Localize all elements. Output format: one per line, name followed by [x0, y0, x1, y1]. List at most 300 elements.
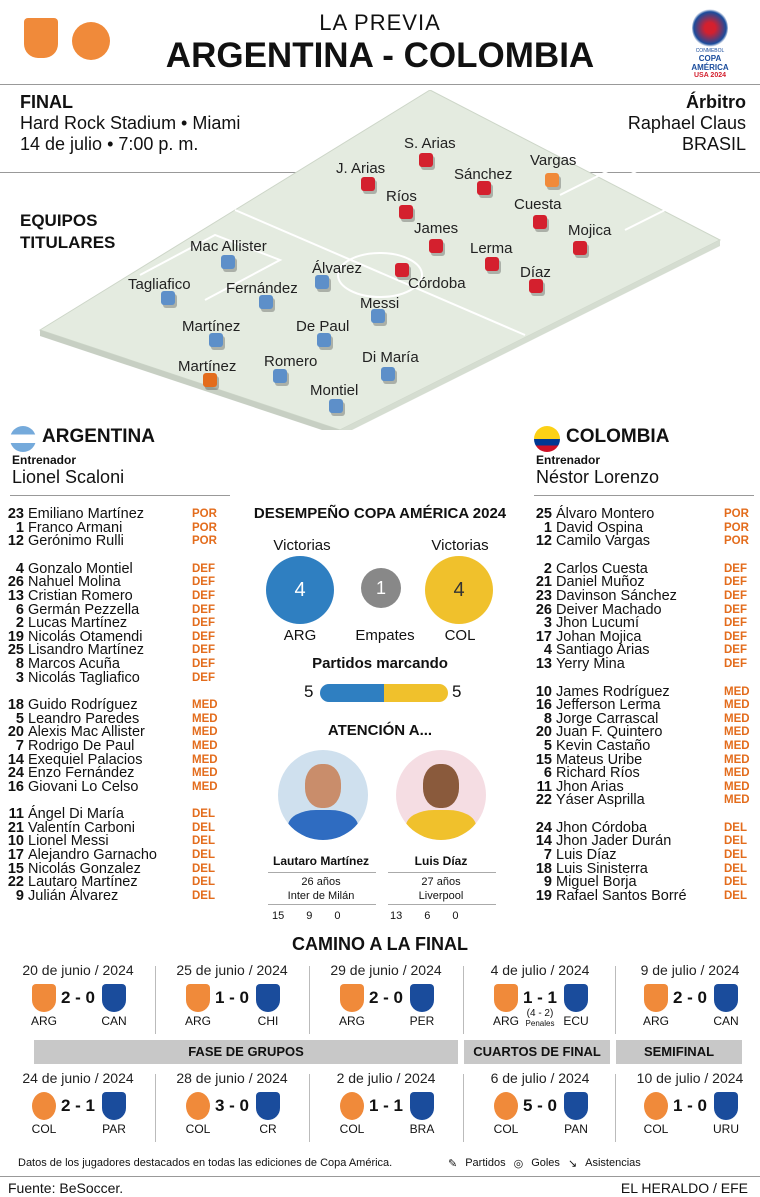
col-player-marker: [429, 239, 443, 253]
player-name: Juan F. Quintero: [556, 724, 663, 741]
player-number: 10: [7, 833, 24, 850]
arg-player-marker: [161, 291, 175, 305]
player-position: DEF: [724, 657, 747, 670]
arg-player-marker: [221, 255, 235, 269]
player-position: POR: [192, 521, 217, 534]
scoring-label: Partidos marcando: [312, 655, 448, 672]
player-number: 2: [15, 615, 24, 632]
player-name: Lionel Messi: [28, 833, 109, 850]
player-position: DEL: [724, 821, 747, 834]
player-position: DEF: [724, 603, 747, 616]
match-date: 24 de junio / 2024: [22, 1070, 134, 1086]
player-position: MED: [192, 699, 218, 712]
player-number: 22: [535, 792, 552, 809]
col-name: COLOMBIA: [566, 426, 670, 447]
player-name: Ángel Di María: [28, 806, 124, 823]
home-team: ARG: [184, 1014, 211, 1028]
col-player-marker: [573, 241, 587, 255]
col-player-label: S. Arias: [404, 135, 456, 152]
player-number: 20: [7, 724, 24, 741]
player-number: 12: [7, 533, 24, 550]
player-name: Álvaro Montero: [556, 506, 655, 522]
away-team: CAN: [713, 1014, 739, 1028]
arg-wins: 4: [266, 556, 334, 624]
player-name: Nahuel Molina: [28, 574, 121, 591]
player-name: David Ospina: [556, 519, 644, 536]
p2-games: 13: [390, 910, 403, 922]
player-number: 15: [7, 860, 24, 877]
col-player-label: James: [414, 220, 459, 237]
col-flag: [534, 426, 560, 452]
player-position: DEL: [724, 862, 747, 875]
home-team: ARG: [642, 1014, 669, 1028]
away-team: PER: [409, 1014, 435, 1028]
scoring-bar-arg: [320, 684, 384, 702]
player-position: DEL: [192, 821, 215, 834]
col-player-label: Lerma: [470, 240, 513, 257]
stage-semis: SEMIFINAL: [616, 1040, 742, 1064]
player-name: Mateus Uribe: [556, 751, 643, 768]
footer-note: Datos de los jugadores destacados en todas las ediciones de Copa América.: [18, 1157, 393, 1169]
player-position: MED: [724, 753, 750, 766]
player-number: 7: [543, 847, 552, 864]
player-name: Yáser Asprilla: [556, 792, 645, 809]
player-position: POR: [724, 508, 749, 520]
player-number: 2: [543, 560, 552, 577]
player-name: Deiver Machado: [556, 601, 662, 618]
arg-player-label: Martínez: [178, 358, 237, 375]
p2-goals: 6: [424, 910, 431, 922]
player-position: MED: [724, 767, 750, 780]
player-name: Luis Sinisterra: [556, 860, 648, 877]
player-number: 25: [535, 506, 552, 522]
player-name: Emiliano Martínez: [28, 506, 145, 522]
player-position: DEF: [192, 562, 215, 575]
player-number: 1: [15, 519, 24, 536]
player-number: 7: [15, 737, 24, 754]
col-roster: [528, 508, 754, 903]
venue: Hard Rock Stadium • Miami: [20, 113, 241, 133]
match-date: 29 de junio / 2024: [330, 962, 442, 978]
penalty-label: Penales: [525, 1019, 555, 1028]
col-player-label: Vargas: [530, 152, 577, 169]
roster-row: [528, 655, 754, 672]
player-position: DEF: [192, 603, 215, 616]
player-number: 15: [535, 751, 552, 768]
player-number: 10: [535, 683, 552, 700]
player-position: DEL: [192, 862, 215, 875]
p2-name: Luis Díaz: [414, 854, 468, 868]
col-player-label: Ríos: [386, 188, 417, 205]
p2-assists: 0: [452, 910, 459, 922]
player-position: MED: [192, 753, 218, 766]
player-name: Valentín Carboni: [28, 819, 135, 836]
player-name: Camilo Vargas: [556, 533, 651, 550]
away-team: BRA: [409, 1122, 435, 1136]
scoring-bar-col: [384, 684, 448, 702]
arg-player-marker: [209, 333, 223, 347]
p1-goals: 9: [306, 910, 313, 922]
match-date: 20 de junio / 2024: [22, 962, 134, 978]
player-number: 9: [15, 887, 24, 904]
away-team: CR: [259, 1122, 277, 1136]
arg-player-label: Messi: [360, 295, 400, 312]
player-position: MED: [724, 726, 750, 739]
player-name: Jhon Jader Durán: [556, 833, 672, 850]
p1-name: Lautaro Martínez: [272, 854, 369, 868]
arg-player-marker: [329, 399, 343, 413]
player-name: Cristian Romero: [28, 587, 133, 604]
player-position: DEF: [192, 671, 215, 684]
player-number: 8: [15, 655, 24, 672]
arg-coach: Lionel Scaloni: [12, 467, 125, 487]
player-position: MED: [192, 739, 218, 752]
match-score: 2 - 0: [60, 988, 96, 1007]
away-team: ECU: [563, 1014, 589, 1028]
col-player-label: Mojica: [568, 222, 612, 239]
player-number: 6: [543, 765, 552, 782]
draws: 1: [361, 568, 401, 608]
player-position: DEF: [724, 576, 747, 589]
col-player-marker: [419, 153, 433, 167]
col-code: COL: [444, 627, 476, 644]
col-player-label: Cuesta: [514, 196, 562, 213]
player-name: Marcos Acuña: [28, 655, 120, 672]
match-date: 2 de julio / 2024: [336, 1070, 436, 1086]
player-position: DEL: [192, 835, 215, 848]
away-team: CHI: [257, 1014, 279, 1028]
arg-player-label: Montiel: [310, 382, 359, 399]
player-name: Lisandro Martínez: [28, 642, 145, 659]
col-player-label: Sánchez: [454, 166, 513, 183]
legend-games: Partidos: [465, 1157, 506, 1169]
col-player-label: J. Arias: [336, 160, 386, 177]
player-name: Gerónimo Rulli: [28, 533, 124, 550]
player-name: Alexis Mac Allister: [28, 724, 145, 741]
player-name: Lucas Martínez: [28, 615, 128, 632]
home-team: COL: [31, 1122, 57, 1136]
player-number: 16: [7, 778, 24, 795]
player-position: DEF: [724, 562, 747, 575]
p1-club: Inter de Milán: [287, 890, 355, 902]
arg-player-label: Romero: [264, 353, 318, 370]
home-team: COL: [339, 1122, 365, 1136]
player-position: MED: [724, 780, 750, 793]
player-name: Johan Mojica: [556, 628, 642, 645]
player-name: Leandro Paredes: [28, 710, 140, 727]
player-position: POR: [192, 535, 217, 548]
roster-row: [0, 778, 222, 795]
match-score: 1 - 1: [368, 1096, 404, 1115]
player-number: 24: [535, 819, 552, 836]
player-name: Jhon Córdoba: [556, 819, 648, 836]
arg-player-label: Álvarez: [312, 260, 363, 277]
arg-scoring: 5: [304, 682, 314, 701]
player-position: DEF: [192, 644, 215, 657]
away-team: PAR: [102, 1122, 126, 1136]
player-position: DEF: [724, 617, 747, 630]
match-score: 3 - 0: [214, 1096, 250, 1115]
player-number: 26: [7, 574, 24, 591]
player-number: 1: [543, 519, 552, 536]
player-number: 21: [535, 574, 552, 591]
player-number: 8: [543, 710, 552, 727]
player-number: 6: [15, 601, 24, 618]
copa-logo: CONMEBOL COPA AMÉRICA USA 2024: [680, 8, 740, 79]
arg-player-marker: [315, 275, 329, 289]
player-position: DEF: [192, 589, 215, 602]
p2-age: 27 años: [421, 876, 461, 888]
roster-row: [528, 535, 754, 549]
roster-row: [0, 535, 222, 549]
stats-title: DESEMPEÑO COPA AMÉRICA 2024: [253, 505, 507, 522]
pitch: [0, 90, 760, 430]
kicker: LA PREVIA: [319, 10, 441, 35]
player-number: 5: [15, 710, 24, 727]
player-number: 11: [536, 778, 552, 795]
player-name: Jhon Arias: [556, 778, 624, 795]
col-wins: 4: [425, 556, 493, 624]
legend-assists-icon: ↘: [567, 1158, 578, 1170]
draw-label: Empates: [355, 627, 415, 644]
player-name: Jefferson Lerma: [556, 697, 661, 714]
player-position: POR: [724, 535, 749, 548]
arg-player-label: De Paul: [296, 318, 350, 335]
player-position: DEF: [192, 630, 215, 643]
player-position: MED: [724, 712, 750, 725]
home-team: ARG: [30, 1014, 57, 1028]
player-position: DEL: [192, 876, 215, 889]
player-position: DEF: [724, 589, 747, 602]
player-number: 16: [535, 697, 552, 714]
player-number: 24: [7, 765, 24, 782]
arg-player-marker: [259, 295, 273, 309]
attention-title: ATENCIÓN A...: [327, 722, 433, 739]
player-position: MED: [724, 794, 750, 807]
page-title: ARGENTINA - COLOMBIA: [165, 36, 595, 75]
match-date: 6 de julio / 2024: [490, 1070, 590, 1086]
roster-row: [0, 669, 222, 686]
home-team: COL: [493, 1122, 519, 1136]
player-number: 14: [535, 833, 552, 850]
p1-assists: 0: [334, 910, 341, 922]
player-number: 17: [7, 847, 24, 864]
col-player-marker: [395, 263, 409, 277]
col-player-marker: [477, 181, 491, 195]
player-name: Exequiel Palacios: [28, 751, 143, 768]
col-coach: Néstor Lorenzo: [536, 467, 660, 487]
legend-assists: Asistencias: [585, 1157, 641, 1169]
arg-player-marker: [381, 367, 395, 381]
player-name: Miguel Borja: [556, 874, 637, 891]
player-name: Richard Ríos: [556, 765, 640, 782]
player-position: DEF: [192, 617, 215, 630]
legend-goals: Goles: [531, 1157, 560, 1169]
penalty-score: (4 - 2): [526, 1008, 554, 1019]
p1-games: 15: [272, 910, 285, 922]
col-player-marker: [399, 205, 413, 219]
p2-club: Liverpool: [418, 890, 464, 902]
player-name: Santiago Arias: [556, 642, 650, 659]
player-name: Jorge Carrascal: [556, 710, 659, 727]
arg-flag: [10, 426, 36, 452]
player-number: 21: [7, 819, 24, 836]
player-number: 23: [535, 587, 552, 604]
player-position: MED: [192, 712, 218, 725]
player-name: Nicolás Tagliafico: [28, 669, 140, 686]
player-name: Yerry Mina: [556, 655, 625, 672]
player-position: DEF: [192, 657, 215, 670]
player-number: 11: [8, 806, 24, 823]
legend-goals-icon: ◎: [513, 1158, 524, 1170]
lineups-label-2: TITULARES: [20, 233, 116, 252]
match-score: 1 - 0: [672, 1096, 708, 1115]
player-name: Guido Rodríguez: [28, 697, 138, 714]
col-player-marker: [485, 257, 499, 271]
match-score: 2 - 0: [672, 988, 708, 1007]
player-number: 23: [7, 506, 24, 522]
player-number: 5: [543, 737, 552, 754]
player-name: Rodrigo De Paul: [28, 737, 135, 754]
player-position: MED: [192, 767, 218, 780]
roster-row: [0, 887, 222, 904]
player-name: Jhon Lucumí: [556, 615, 640, 632]
player-position: POR: [724, 521, 749, 534]
col-player-marker: [545, 173, 559, 187]
lineups-label: EQUIPOS: [20, 211, 98, 230]
player-number: 13: [7, 587, 24, 604]
player-name: Enzo Fernández: [28, 765, 135, 782]
arg-player-label: Fernández: [226, 280, 298, 297]
arg-name: ARGENTINA: [42, 426, 155, 447]
legend-games-icon: ✎: [448, 1158, 458, 1170]
player-position: DEL: [192, 889, 215, 902]
player-name: Nicolás Otamendi: [28, 628, 143, 645]
player-position: MED: [724, 685, 750, 698]
col-scoring: 5: [452, 682, 462, 701]
arg-player-label: Tagliafico: [128, 276, 191, 293]
stage-quarters: CUARTOS DE FINAL: [464, 1040, 610, 1064]
home-team: COL: [185, 1122, 211, 1136]
col-player-marker: [529, 279, 543, 293]
match-date: 9 de julio / 2024: [640, 962, 740, 978]
match-score: 2 - 0: [368, 988, 404, 1007]
arg-player-label: Martínez: [182, 318, 241, 335]
col-player-marker: [361, 177, 375, 191]
arg-roster: [0, 508, 222, 903]
stage-groups: FASE DE GRUPOS: [34, 1040, 458, 1064]
stage-label: FINAL: [20, 92, 73, 112]
datetime: 14 de julio • 7:00 p. m.: [20, 134, 199, 154]
arg-player-marker: [317, 333, 331, 347]
roster-row: [528, 887, 754, 904]
player-number: 17: [535, 628, 552, 645]
source: Fuente: BeSoccer.: [8, 1180, 124, 1196]
match-date: 25 de junio / 2024: [176, 962, 288, 978]
player-number: 22: [7, 874, 24, 891]
away-team: CAN: [101, 1014, 127, 1028]
player-position: POR: [192, 508, 217, 520]
player-number: 14: [7, 751, 24, 768]
col-player-label: Díaz: [520, 264, 551, 281]
match-score: 1 - 1: [522, 988, 558, 1007]
player-name: Alejandro Garnacho: [28, 847, 157, 864]
player-number: 12: [535, 533, 552, 550]
avatar-lautaro: [278, 750, 368, 840]
player-number: 20: [535, 724, 552, 741]
player-name: Carlos Cuesta: [556, 560, 648, 577]
roster-row: [528, 794, 754, 808]
player-name: Franco Armani: [28, 519, 123, 536]
player-name: Germán Pezzella: [28, 601, 140, 618]
player-name: Kevin Castaño: [556, 737, 651, 754]
player-position: MED: [192, 726, 218, 739]
away-team: URU: [713, 1122, 739, 1136]
arg-player-label: Di María: [362, 349, 419, 366]
match-score: 2 - 1: [60, 1096, 96, 1115]
player-name: Lautaro Martínez: [28, 874, 138, 891]
player-name: Davinson Sánchez: [556, 587, 677, 604]
match-date: 10 de julio / 2024: [636, 1070, 744, 1086]
home-team: ARG: [492, 1014, 519, 1028]
ref-name: Raphael Claus: [627, 113, 746, 133]
p1-age: 26 años: [301, 876, 341, 888]
arg-player-label: Mac Allister: [190, 238, 267, 255]
player-position: DEF: [724, 644, 747, 657]
player-position: MED: [724, 739, 750, 752]
home-team: COL: [643, 1122, 669, 1136]
arg-player-marker: [273, 369, 287, 383]
arg-code: ARG: [283, 627, 317, 644]
player-number: 4: [543, 642, 552, 659]
ref-country: BRASIL: [681, 134, 746, 154]
player-position: DEL: [724, 889, 747, 902]
player-name: Gonzalo Montiel: [28, 560, 133, 577]
ref-label: Árbitro: [686, 92, 746, 112]
player-name: James Rodríguez: [556, 683, 670, 700]
match-date: 28 de junio / 2024: [176, 1070, 288, 1086]
col-player-marker: [533, 215, 547, 229]
player-position: MED: [724, 699, 750, 712]
player-number: 25: [7, 642, 24, 659]
player-position: DEL: [724, 876, 747, 889]
player-number: 26: [535, 601, 552, 618]
credit: EL HERALDO / EFE: [620, 1180, 748, 1196]
road-title: CAMINO A LA FINAL: [292, 934, 468, 954]
player-position: DEL: [724, 849, 747, 862]
player-name: Julián Álvarez: [28, 887, 119, 904]
match-date: 4 de julio / 2024: [490, 962, 590, 978]
away-team: PAN: [564, 1122, 588, 1136]
player-position: DEF: [192, 576, 215, 589]
match-score: 5 - 0: [522, 1096, 558, 1115]
col-player-label: Córdoba: [408, 275, 466, 292]
player-number: 4: [15, 560, 24, 577]
player-number: 18: [535, 860, 552, 877]
player-position: DEL: [192, 808, 215, 821]
match-score: 1 - 0: [214, 988, 250, 1007]
player-position: MED: [192, 780, 218, 793]
player-number: 19: [535, 887, 552, 904]
player-name: Nicolás Gonzalez: [28, 860, 141, 877]
player-number: 19: [7, 628, 24, 645]
player-number: 18: [7, 697, 24, 714]
player-position: DEF: [724, 630, 747, 643]
player-name: Giovani Lo Celso: [28, 778, 139, 795]
player-number: 13: [535, 655, 552, 672]
col-win-label: Victorias: [431, 537, 489, 554]
player-number: 3: [15, 669, 24, 686]
